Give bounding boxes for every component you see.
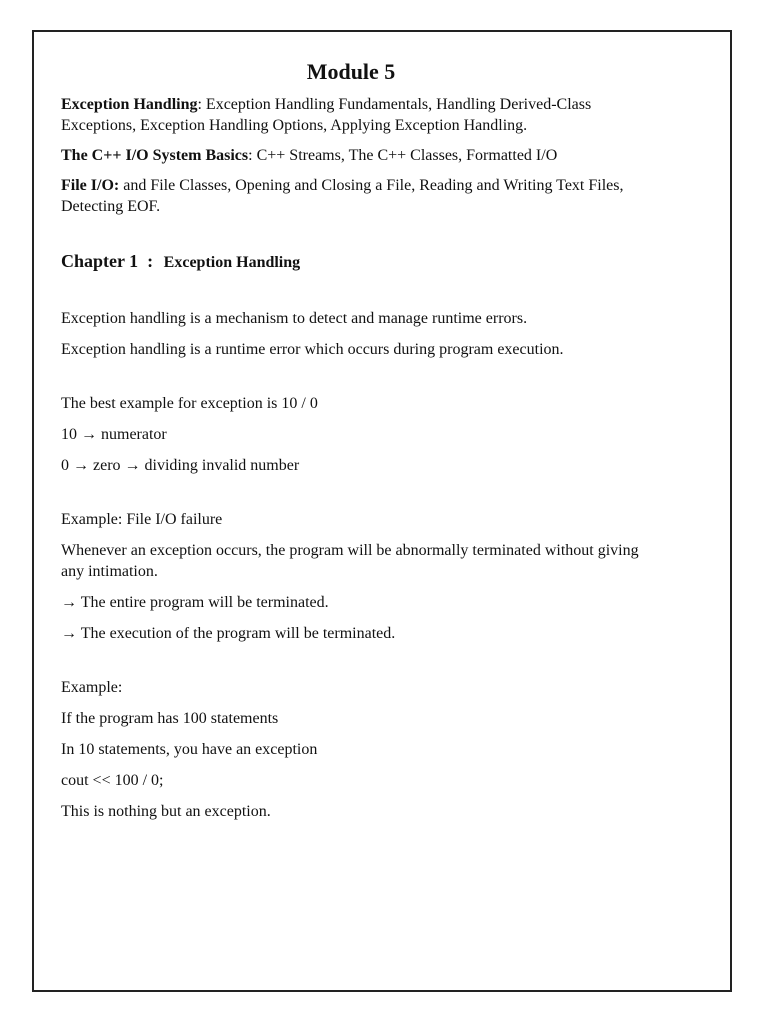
syllabus-text: and File Classes, Opening and Closing a File, Reading and Writing Text Files, Detecting EOF. bbox=[61, 177, 624, 215]
page-title: Module 5 bbox=[306, 59, 396, 84]
document-content bbox=[61, 58, 641, 832]
syllabus-heading: File I/O: bbox=[61, 177, 120, 194]
paragraph: Exception handling is a runtime error which occurs during program execution. bbox=[61, 341, 564, 358]
paragraph: 10 → numerator bbox=[61, 426, 167, 443]
syllabus-text: : Exception Handling Fundamentals, Handling Derived-Class Exceptions, Exception Handling Options, Applying Exception Handling. bbox=[61, 96, 592, 134]
paragraph: → The entire program will be terminated. bbox=[61, 594, 329, 611]
paragraph: Example: bbox=[61, 679, 123, 696]
syllabus bbox=[61, 94, 641, 217]
syllabus-text: : C++ Streams, The C++ Classes, Formatted I/O bbox=[248, 147, 558, 164]
paragraph: → The execution of the program will be terminated. bbox=[61, 625, 396, 642]
syllabus-heading: The C++ I/O System Basics bbox=[61, 147, 249, 164]
paragraph: Whenever an exception occurs, the program will be abnormally terminated without giving any intimation. bbox=[61, 542, 639, 580]
paragraph: This is nothing but an exception. bbox=[61, 803, 271, 820]
chapter-label: Chapter 1 : bbox=[61, 251, 154, 271]
chapter-name: Exception Handling bbox=[163, 254, 301, 271]
chapter-heading bbox=[61, 249, 641, 275]
paragraph: Exception handling is a mechanism to detect and manage runtime errors. bbox=[61, 310, 528, 327]
syllabus-item bbox=[61, 175, 641, 217]
paragraph: 0 → zero → dividing invalid number bbox=[61, 457, 300, 474]
syllabus-item bbox=[61, 145, 641, 166]
paragraph: If the program has 100 statements bbox=[61, 710, 279, 727]
paragraph: Example: File I/O failure bbox=[61, 511, 223, 528]
paragraph: In 10 statements, you have an exception bbox=[61, 741, 318, 758]
code-line: cout << 100 / 0; bbox=[61, 772, 164, 789]
paragraph: The best example for exception is 10 / 0 bbox=[61, 395, 318, 412]
syllabus-heading: Exception Handling bbox=[61, 96, 198, 113]
syllabus-item bbox=[61, 94, 641, 136]
